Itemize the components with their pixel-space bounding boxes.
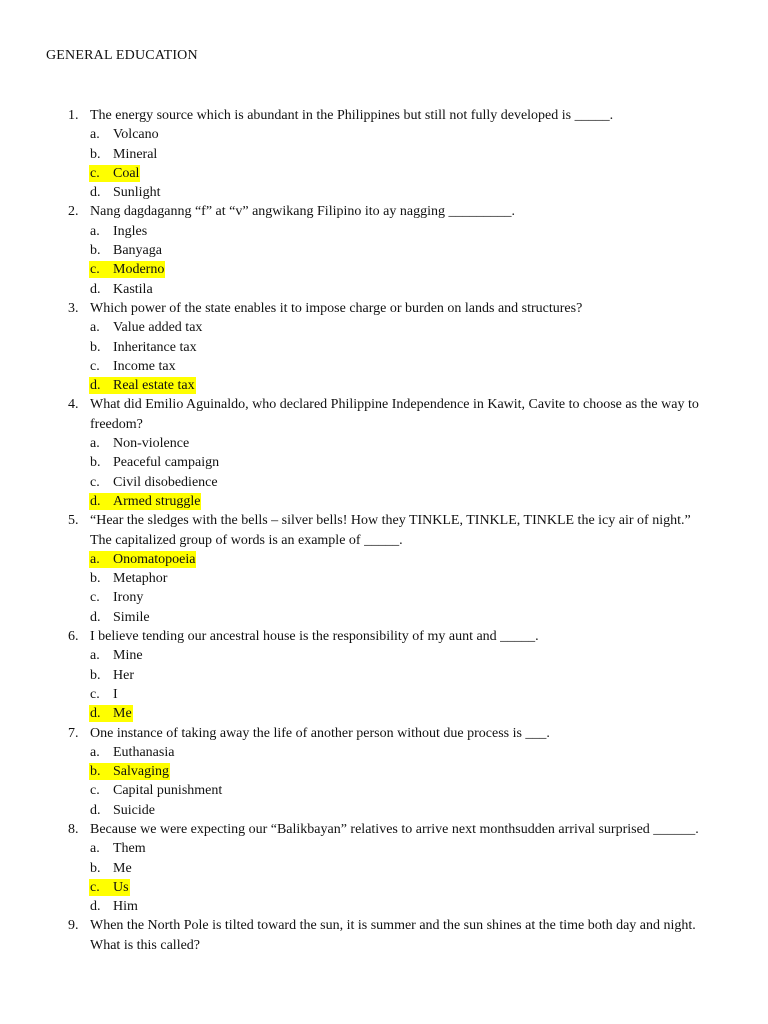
- option-letter: d.: [90, 802, 101, 818]
- option-letter: a.: [90, 551, 100, 567]
- answer-option: [90, 145, 708, 164]
- question-number: 2.: [68, 204, 79, 220]
- answer-option: [90, 125, 708, 144]
- question-text: I believe tending our ancestral house is the responsibility of my aunt and _____.: [90, 629, 539, 645]
- option-text: I: [113, 686, 118, 702]
- answer-option: [90, 685, 708, 704]
- option-text: Real estate tax: [113, 378, 195, 394]
- answer-option: [90, 666, 708, 685]
- option-text: Sunlight: [113, 185, 161, 201]
- question-text: The energy source which is abundant in the Philippines but still not fully developed is _____.: [90, 108, 614, 123]
- question-item: [0, 820, 768, 916]
- option-letter: b.: [90, 243, 101, 259]
- question-number: 3.: [68, 300, 79, 316]
- option-text: Kastila: [113, 281, 153, 297]
- question-list: [0, 106, 768, 955]
- option-text: Euthanasia: [113, 744, 175, 760]
- question-text: “Hear the sledges with the bells – silver bells! How they TINKLE, TINKLE, TINKLE the icy air of night.” The capitalized group of words is an example of _____.: [90, 513, 691, 548]
- option-list: [90, 550, 708, 627]
- option-text: Mine: [113, 648, 143, 664]
- question-text: What did Emilio Aguinaldo, who declared Philippine Independence in Kawit, Cavite to choose as the way to freedom?: [90, 397, 699, 432]
- answer-option: [90, 897, 708, 916]
- option-list: [90, 125, 708, 202]
- question-number: 8.: [68, 821, 79, 837]
- answer-option: [90, 608, 708, 627]
- option-letter: d.: [90, 706, 101, 722]
- answer-option: [90, 839, 708, 858]
- option-text: Her: [113, 667, 134, 683]
- option-letter: d.: [90, 899, 101, 915]
- answer-option: [90, 646, 708, 665]
- option-text: Them: [113, 841, 146, 857]
- option-letter: b.: [90, 455, 101, 471]
- option-list: [90, 318, 708, 395]
- option-text: Us: [113, 879, 129, 895]
- option-letter: d.: [90, 281, 101, 297]
- option-letter: d.: [90, 378, 101, 394]
- answer-option-correct: [90, 376, 708, 395]
- option-list: [90, 646, 708, 723]
- answer-option: [90, 453, 708, 472]
- question-item: [0, 106, 768, 202]
- option-text: Non-violence: [113, 436, 190, 452]
- option-letter: a.: [90, 744, 100, 760]
- option-text: Banyaga: [113, 243, 162, 259]
- answer-option: [90, 859, 708, 878]
- option-text: Him: [113, 899, 138, 915]
- option-text: Armed struggle: [113, 493, 201, 509]
- question-item: [0, 202, 768, 298]
- question-text: Which power of the state enables it to impose charge or burden on lands and structures?: [90, 300, 583, 316]
- option-letter: a.: [90, 648, 100, 664]
- question-item: [0, 511, 768, 627]
- option-text: Suicide: [113, 802, 155, 818]
- option-letter: c.: [90, 358, 100, 374]
- answer-option-correct: [90, 164, 708, 183]
- option-letter: d.: [90, 185, 101, 201]
- answer-option-correct: [90, 492, 708, 511]
- option-letter: a.: [90, 320, 100, 336]
- question-item: [0, 395, 768, 511]
- answer-option: [90, 338, 708, 357]
- question-item: [0, 299, 768, 395]
- question-item: [0, 916, 768, 955]
- option-letter: c.: [90, 783, 100, 799]
- option-list: [90, 743, 708, 820]
- option-letter: a.: [90, 223, 100, 239]
- option-letter: d.: [90, 493, 101, 509]
- answer-option: [90, 222, 708, 241]
- option-letter: b.: [90, 764, 101, 780]
- answer-option: [90, 569, 708, 588]
- answer-option: [90, 357, 708, 376]
- option-letter: c.: [90, 165, 100, 181]
- option-letter: a.: [90, 436, 100, 452]
- answer-option: [90, 801, 708, 820]
- option-text: Civil disobedience: [113, 474, 218, 490]
- option-text: Onomatopoeia: [113, 551, 196, 567]
- question-text: Nang dagdaganng “f” at “v” angwikang Filipino ito ay nagging _________.: [90, 204, 515, 220]
- option-letter: b.: [90, 146, 101, 162]
- question-number: 5.: [68, 513, 79, 529]
- document-title: GENERAL EDUCATION: [46, 48, 198, 63]
- answer-option-correct: [90, 260, 708, 279]
- option-text: Value added tax: [113, 320, 203, 336]
- answer-option: [90, 781, 708, 800]
- option-letter: b.: [90, 339, 101, 355]
- question-number: 1.: [68, 108, 79, 123]
- answer-option: [90, 280, 708, 299]
- answer-option: [90, 473, 708, 492]
- option-text: Me: [113, 860, 132, 876]
- question-text: When the North Pole is tilted toward the sun, it is summer and the sun shines at the time both day and night. What is this called?: [90, 918, 696, 953]
- answer-option: [90, 183, 708, 202]
- answer-option: [90, 743, 708, 762]
- option-letter: b.: [90, 571, 101, 587]
- option-text: Capital punishment: [113, 783, 223, 799]
- question-number: 6.: [68, 629, 79, 645]
- question-number: 4.: [68, 397, 79, 413]
- option-list: [90, 222, 708, 299]
- answer-option: [90, 434, 708, 453]
- option-text: Volcano: [113, 127, 159, 143]
- question-item: [0, 627, 768, 723]
- option-text: Ingles: [113, 223, 148, 239]
- option-letter: a.: [90, 127, 100, 143]
- option-letter: c.: [90, 590, 100, 606]
- answer-option: [90, 241, 708, 260]
- option-text: Irony: [113, 590, 144, 606]
- option-text: Metaphor: [113, 571, 168, 587]
- answer-option-correct: [90, 762, 708, 781]
- option-list: [90, 434, 708, 511]
- answer-option-correct: [90, 550, 708, 569]
- answer-option: [90, 318, 708, 337]
- option-text: Salvaging: [113, 764, 169, 780]
- option-letter: a.: [90, 841, 100, 857]
- option-letter: b.: [90, 667, 101, 683]
- option-letter: c.: [90, 262, 100, 278]
- option-letter: b.: [90, 860, 101, 876]
- question-number: 9.: [68, 918, 79, 934]
- answer-option-correct: [90, 704, 708, 723]
- option-letter: c.: [90, 686, 100, 702]
- option-text: Coal: [113, 165, 140, 181]
- option-text: Inheritance tax: [113, 339, 197, 355]
- option-letter: c.: [90, 879, 100, 895]
- option-letter: c.: [90, 474, 100, 490]
- option-text: Moderno: [113, 262, 165, 278]
- option-text: Simile: [113, 609, 150, 625]
- option-list: [90, 839, 708, 916]
- option-text: Income tax: [113, 358, 176, 374]
- option-text: Me: [113, 706, 132, 722]
- question-text: Because we were expecting our “Balikbayan” relatives to arrive next monthsudden arrival surprised ______.: [90, 821, 699, 837]
- question-text: One instance of taking away the life of another person without due process is ___.: [90, 725, 550, 741]
- option-text: Peaceful campaign: [113, 455, 220, 471]
- question-number: 7.: [68, 725, 79, 741]
- question-item: [0, 724, 768, 820]
- answer-option-correct: [90, 878, 708, 897]
- option-letter: d.: [90, 609, 101, 625]
- option-text: Mineral: [113, 146, 158, 162]
- answer-option: [90, 588, 708, 607]
